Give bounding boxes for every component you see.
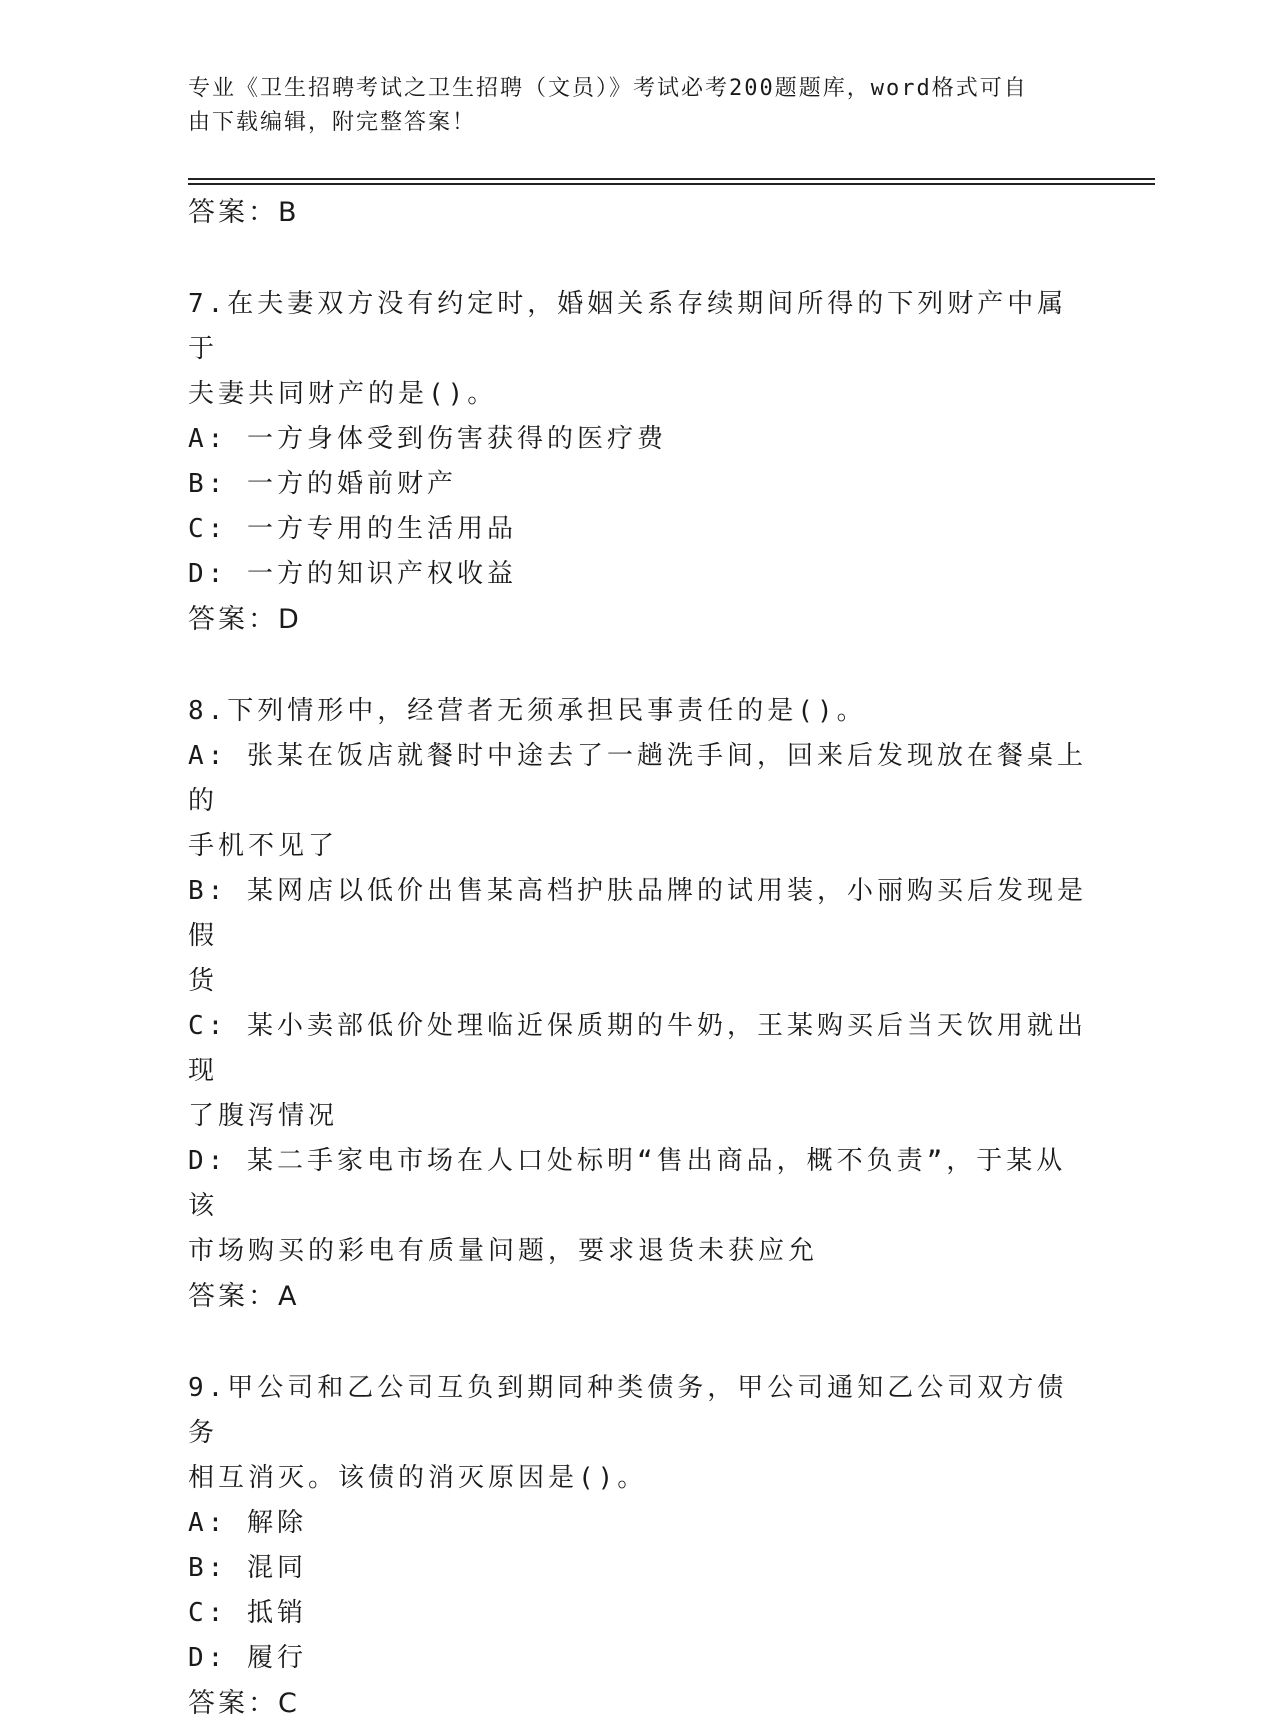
option-b [188,869,1088,1004]
question-text-line-2: 相互消灭。该债的消灭原因是()。 [188,1463,648,1493]
option-a [188,417,1088,462]
option-a-line-2: 手机不见了 [188,831,339,861]
option-b-line-1: B: 混同 [188,1553,307,1583]
option-b-line-1: B: 某网店以低价出售某高档护肤品牌的试用装，小丽购买后发现是假 [188,876,1087,951]
option-d [188,552,1088,597]
option-d-line-2: 市场购买的彩电有质量问题，要求退货未获应允 [188,1236,819,1266]
option-d [188,1636,1088,1681]
question-8 [188,689,1088,1319]
question-text-line-1: 8.下列情形中，经营者无须承担民事责任的是()。 [188,696,867,726]
question-text [188,689,1088,734]
option-a-line-1: A: 一方身体受到伤害获得的医疗费 [188,424,667,454]
option-b-line-2: 货 [188,966,219,996]
document-header [188,72,1068,140]
option-a [188,734,1088,869]
option-c-line-1: C: 一方专用的生活用品 [188,514,517,544]
question-7 [188,282,1088,642]
answer: 答案：C [188,1688,300,1719]
option-b-line-1: B: 一方的婚前财产 [188,469,457,499]
option-a [188,1501,1088,1546]
header-divider-top [188,178,1155,180]
option-d-line-1: D: 一方的知识产权收益 [188,559,517,589]
question-text [188,282,1088,417]
question-text-line-1: 9.甲公司和乙公司互负到期同种类债务，甲公司通知乙公司双方债务 [188,1373,1068,1448]
question-9 [188,1366,1088,1726]
header-divider-bottom [188,183,1155,185]
option-a-line-1: A: 张某在饭店就餐时中途去了一趟洗手间，回来后发现放在餐桌上的 [188,741,1087,816]
option-c [188,507,1088,552]
option-c-line-1: C: 某小卖部低价处理临近保质期的牛奶，王某购买后当天饮用就出现 [188,1011,1087,1086]
option-c [188,1004,1088,1139]
option-d-line-1: D: 履行 [188,1643,307,1673]
question-text-line-1: 7.在夫妻双方没有约定时，婚姻关系存续期间所得的下列财产中属于 [188,289,1068,364]
question-content [188,190,1088,1726]
option-b [188,462,1088,507]
answer: 答案：A [188,1281,300,1312]
option-c-line-2: 了腹泻情况 [188,1101,339,1131]
option-a-line-1: A: 解除 [188,1508,307,1538]
header-line-2: 由下载编辑，附完整答案！ [188,110,477,135]
option-c [188,1591,1088,1636]
option-d [188,1139,1088,1274]
option-d-line-1: D: 某二手家电市场在人口处标明“售出商品，概不负责”，于某从该 [188,1146,1067,1221]
header-line-1: 专业《卫生招聘考试之卫生招聘（文员）》考试必考200题题库，word格式可自 [188,76,1028,101]
previous-answer: 答案：B [188,197,300,228]
option-b [188,1546,1088,1591]
question-text-line-2: 夫妻共同财产的是()。 [188,379,498,409]
option-c-line-1: C: 抵销 [188,1598,307,1628]
answer: 答案：D [188,604,302,635]
question-text [188,1366,1088,1501]
